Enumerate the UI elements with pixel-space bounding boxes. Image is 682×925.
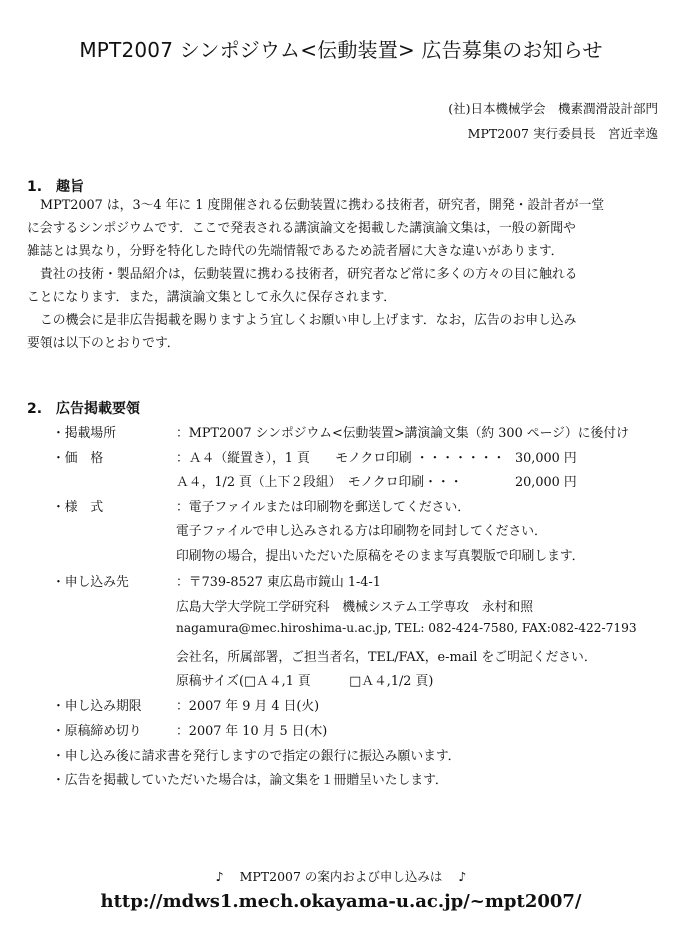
style-line: 電子ファイルで申し込みされる方は印刷物を同封してください． (176, 524, 547, 539)
price-a4-half: Ａ４，1/2 頁（上下２段組） モノクロ印刷・・・ (176, 475, 463, 490)
apply-contact-person: 広島大学大学院工学研究科 機械システム工学専攻 永村和照 (176, 600, 534, 615)
section-1-heading: 1. 趣旨 (27, 179, 85, 195)
apply-email-phone: nagamura@mec.hiroshima-u.ac.jp, TEL: 082-424-7580, FAX:082-422-7193 (176, 621, 637, 635)
apply-instructions: 会社名，所属部署，ご担当者名，TEL/FAX，e-mail をご明記ください． (176, 650, 597, 665)
section-2-heading: 2. 広告掲載要領 (27, 401, 141, 417)
issuer-organization: (社)日本機械学会 機素潤滑設計部門 (448, 101, 658, 116)
apply-size-options: 原稿サイズ(□Ａ４,1 頁 □Ａ４,1/2 頁) (176, 674, 434, 689)
website-link[interactable]: http://mdws1.mech.okayama-u.ac.jp/~mpt2007/ (100, 891, 582, 912)
section-1-line: ことになります．また，講演論文集として永久に保存されます． (27, 290, 397, 305)
style-line: ：電子ファイルまたは印刷物を郵送してください． (176, 500, 471, 515)
section-1-line: 雑誌とは異なり，分野を特化した時代の先端情報であるため読者層に大きな違いがあります． (27, 244, 564, 259)
section-1-line: に会するシンポジウムです．ここで発表される講演論文を掲載した講演論文集は，一般の新聞や (27, 221, 576, 236)
style-line: 印刷物の場合，提出いただいた原稿をそのまま写真製版で印刷します． (176, 549, 585, 564)
deadline-apply-label: ・申し込み期限 (52, 699, 142, 714)
section-1-line: 要領は以下のとおりです． (27, 336, 180, 351)
footer-text: MPT2007 の案内および申し込みは (239, 869, 443, 884)
music-note-icon: ♪ (458, 869, 467, 884)
apply-address: ：〒739-8527 東広島市鏡山 1-4-1 (176, 575, 381, 590)
issuer-chair: MPT2007 実行委員長 宮近幸逸 (467, 126, 658, 141)
section-1-line: 貴社の技術・製品紹介は，伝動装置に携わる技術者，研究者など常に多くの方々の目に触れる (40, 267, 578, 282)
price-a4-half-amount: 20,000 円 (515, 475, 577, 490)
place-label: ・掲載場所 (52, 426, 116, 441)
price-a4-full: ：Ａ４（縦置き），1 頁 モノクロ印刷 ・・・・・・・ (176, 451, 506, 466)
deadline-manuscript-label: ・原稿締め切り (52, 724, 142, 739)
deadline-apply-value: ：2007 年 9 月 4 日(火) (176, 699, 320, 714)
deadline-manuscript-value: ：2007 年 10 月 5 日(木) (176, 724, 328, 739)
section-1-line: この機会に是非広告掲載を賜りますよう宜しくお願い申し上げます．なお，広告のお申し込み (40, 313, 577, 328)
music-note-icon: ♪ (215, 869, 224, 884)
payment-note: ・申し込み後に請求書を発行しますので指定の銀行に振込み願います． (52, 749, 461, 764)
price-a4-full-amount: 30,000 円 (515, 451, 577, 466)
section-1-line: MPT2007 は，3～4 年に 1 度開催される伝動装置に携わる技術者，研究者，開発・設計者が一堂 (40, 198, 605, 213)
complimentary-copy-note: ・広告を掲載していただいた場合は，論文集を１冊贈呈いたします． (52, 773, 448, 788)
place-value: ：MPT2007 シンポジウム<伝動装置>講演論文集（約 300 ページ）に後付け (176, 426, 629, 441)
apply-label: ・申し込み先 (52, 575, 129, 590)
style-label: ・様 式 (52, 500, 104, 515)
page-title: MPT2007 シンポジウム<伝動装置> 広告募集のお知らせ (79, 38, 603, 62)
footer-note (0, 867, 682, 885)
price-label: ・価 格 (52, 451, 104, 466)
